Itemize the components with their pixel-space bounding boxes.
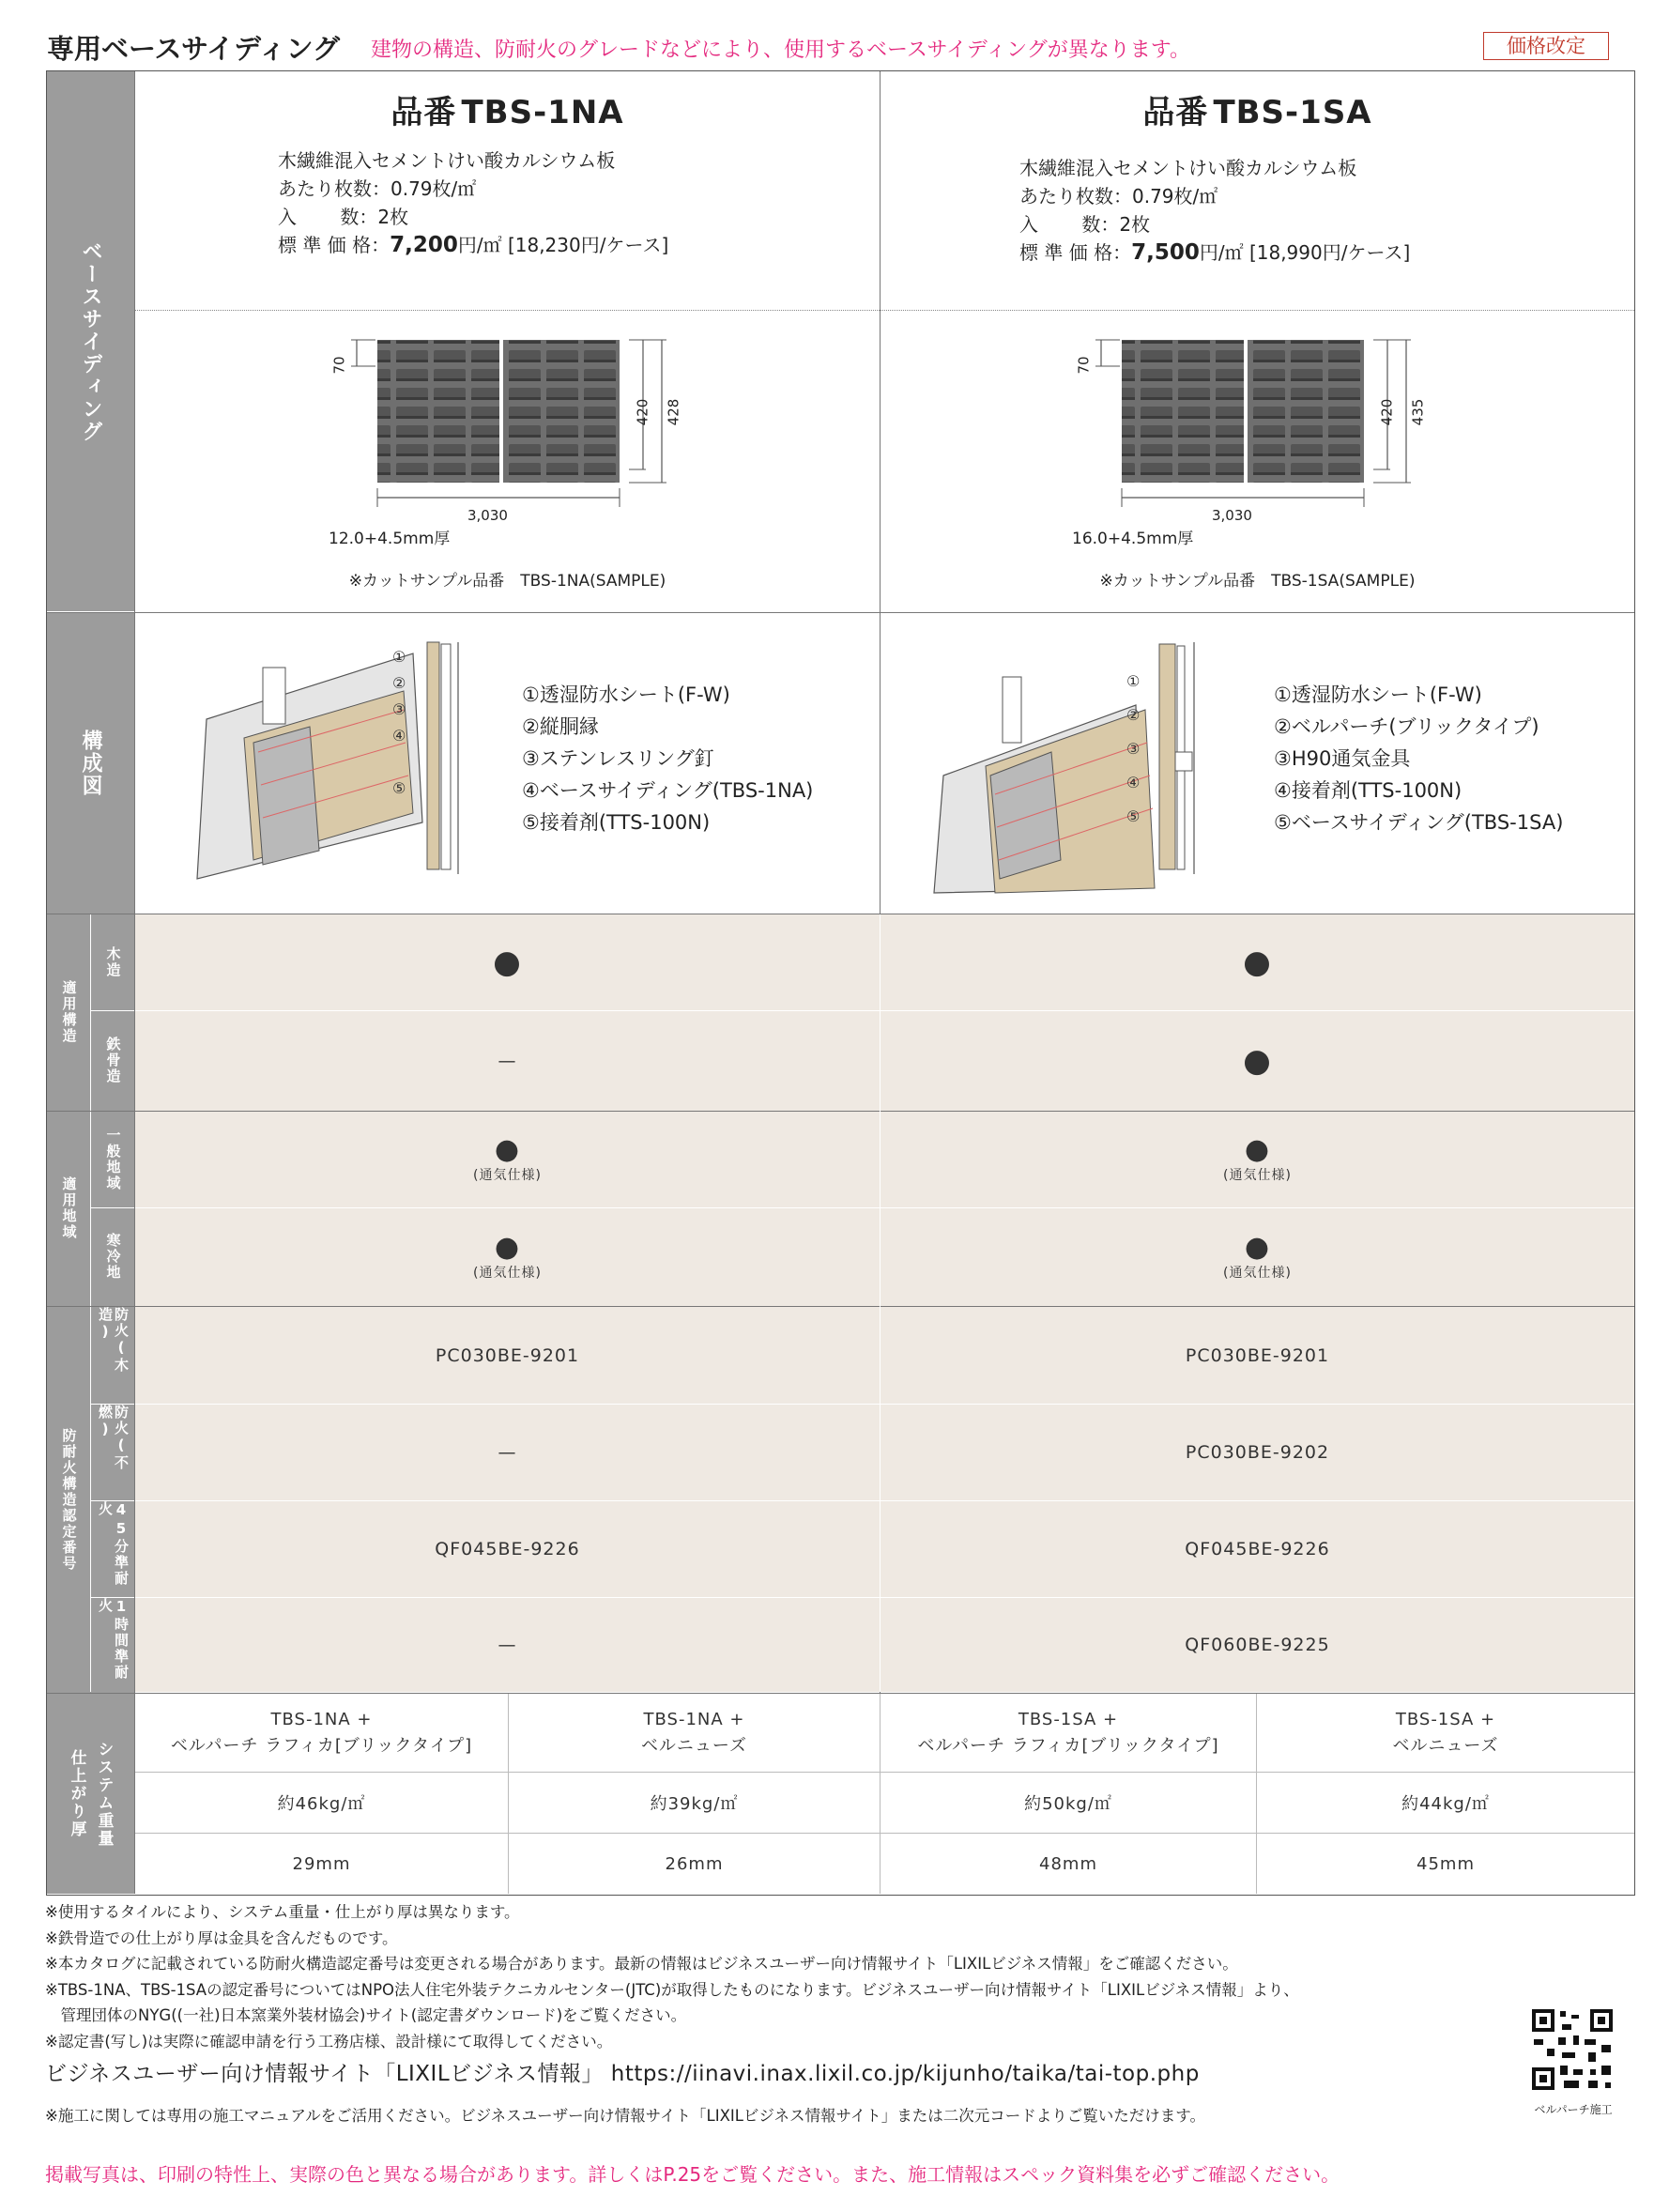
semi60-tbs1na: — [498, 1635, 517, 1655]
label-composition: 構成図 [47, 613, 134, 914]
site-link[interactable]: ビジネスユーザー向け情報サイト「LIXILビジネス情報」 https://iinavi.inax.lixil.co.jp/kijunho/taika/tai-top.php [45, 2062, 1200, 2086]
price-revision-badge: 価格改定 [1483, 32, 1609, 60]
general-tbs1na: ● (通気仕様) [473, 1133, 542, 1183]
dim-total-tbs1sa: 435 [1409, 398, 1427, 426]
label-cold: 寒冷地 [104, 1233, 122, 1281]
wood-tbs1na: ● [493, 944, 522, 981]
system-2-weight: 約39kg/㎡ [650, 1794, 739, 1814]
label-structure: 適用構造 [60, 980, 78, 1044]
system-2-name: TBS-1NA + ベルニューズ [640, 1709, 748, 1756]
callouts-tbs1na: ① ② ③ ④ ⑤ [392, 648, 406, 797]
label-general: 一般地域 [104, 1128, 122, 1191]
composition-diagram-tbs1sa [929, 635, 1230, 898]
label-region: 適用地域 [60, 1176, 78, 1240]
footer-note: 掲載写真は、印刷の特性上、実際の色と異なる場合があります。詳しくはP.25をご覧ください。また、施工情報はスペック資料集を必ずご確認ください。 [45, 2163, 1340, 2186]
system-1-thickness: 29mm [292, 1853, 351, 1874]
dim-width-tbs1na: 3,030 [467, 507, 508, 524]
system-4-name: TBS-1SA + ベルニューズ [1392, 1709, 1499, 1756]
general-tbs1sa: ● (通気仕様) [1223, 1133, 1292, 1183]
semi45-tbs1sa: QF045BE-9226 [1185, 1539, 1330, 1559]
label-fire-group: 防耐火構造認定番号 [60, 1427, 78, 1572]
label-base-siding: ベースサイディング [47, 71, 134, 611]
notes: ※使用するタイルにより、システム重量・仕上がり厚は異なります。 ※鉄骨造での仕上がり厚は金具を含んだものです。 ※本カタログに記載されている防耐火構造認定番号は変更される場合があります。最新の情報はビジネスユーザー向け情報サイト「LIXILビジネス情報」をご確認ください。 ※TBS-1NA、TBS-1SAの認定番号についてはNPO法人住宅外装テクニカルセンター(JTC)が取得したものになります。ビジネスユーザー向け情報サイト「LIXILビジネス情報」より、 管理団体のNYG((一社)日本窯業外装材協会)サイト(認定書ダウンロード)をご覧ください。 ※認定書(写し)は実際に確認申請を行う工務店様、設計様にて取得してください。 [45, 1903, 1299, 2051]
cold-tbs1sa: ● (通気仕様) [1223, 1231, 1292, 1281]
page-subtitle: 建物の構造、防耐火のグレードなどにより、使用するベースサイディングが異なります。 [371, 38, 1190, 62]
fire-noncomb-tbs1sa: PC030BE-9202 [1185, 1442, 1330, 1463]
fire-wood-tbs1na: PC030BE-9201 [435, 1344, 580, 1366]
product-spec-tbs1sa: 木繊維混入セメントけい酸カルシウム板 あたり枚数：0.79枚/㎡ 入 数：2枚 標 準 価 格：7,500円/㎡ [18,990円/ケース] [1019, 157, 1411, 265]
callouts-tbs1sa: ① ② ③ ④ ⑤ [1126, 672, 1141, 825]
steel-tbs1na: — [498, 1051, 517, 1071]
legend-tbs1sa: ①透湿防水シート(F-W) ②ベルパーチ(ブリックタイプ) ③H90通気金具 ④接着剤(TTS-100N) ⑤ベースサイディング(TBS-1SA) [1274, 684, 1564, 834]
qr-code-icon[interactable] [1530, 2007, 1615, 2092]
label-semi45: 45分準耐火 [97, 1501, 130, 1587]
composition-diagram-tbs1na [188, 635, 488, 888]
manual-note: ※施工に関しては専用の施工マニュアルをご活用ください。ビジネスユーザー向け情報サイト「LIXILビジネス情報サイト」または二次元コードよりご覧いただけます。 [45, 2107, 1205, 2125]
sample-tbs1sa: ※カットサンプル品番 TBS-1SA(SAMPLE) [1099, 572, 1416, 591]
thickness-tbs1na: 12.0+4.5mm厚 [329, 530, 451, 548]
label-fire-wood: 防火(木造) [97, 1307, 130, 1374]
system-3-name: TBS-1SA + ベルパーチ ラフィカ[ブリックタイプ] [917, 1709, 1219, 1756]
steel-tbs1sa: ● [1243, 1042, 1272, 1080]
panel-drawing-tbs1sa [1064, 329, 1439, 526]
fire-wood-tbs1sa: PC030BE-9201 [1185, 1344, 1330, 1366]
system-2-thickness: 26mm [665, 1853, 724, 1874]
label-steel: 鉄骨造 [104, 1037, 122, 1084]
fire-noncomb-tbs1na: — [498, 1442, 517, 1463]
system-1-name: TBS-1NA + ベルパーチ ラフィカ[ブリックタイプ] [170, 1709, 473, 1756]
label-system: 仕上がり厚 システム重量 [67, 1740, 114, 1848]
thickness-tbs1sa: 16.0+4.5mm厚 [1072, 530, 1194, 548]
semi60-tbs1sa: QF060BE-9225 [1185, 1635, 1330, 1655]
product-title-tbs1na: 品番 TBS-1NA [391, 94, 624, 131]
sample-tbs1na: ※カットサンプル品番 TBS-1NA(SAMPLE) [348, 572, 666, 591]
dim-width-tbs1sa: 3,030 [1212, 507, 1252, 524]
page-title: 専用ベースサイディング [47, 33, 341, 65]
dim-420-tbs1sa: 420 [1378, 398, 1396, 426]
cold-tbs1na: ● (通気仕様) [473, 1231, 542, 1281]
label-wood: 木造 [104, 946, 122, 978]
system-3-weight: 約50kg/㎡ [1024, 1794, 1112, 1814]
label-semi60: 1時間準耐火 [97, 1598, 130, 1681]
system-4-thickness: 45mm [1417, 1853, 1475, 1874]
system-3-thickness: 48mm [1039, 1853, 1097, 1874]
product-spec-tbs1na: 木繊維混入セメントけい酸カルシウム板 あたり枚数：0.79枚/㎡ 入 数：2枚 標 準 価 格：7,200円/㎡ [18,230円/ケース] [278, 149, 669, 257]
dim-70-tbs1na: 70 [330, 356, 348, 375]
system-1-weight: 約46kg/㎡ [277, 1794, 366, 1814]
product-title-tbs1sa: 品番 TBS-1SA [1142, 94, 1372, 131]
wood-tbs1sa: ● [1243, 944, 1272, 981]
panel-drawing-tbs1na [319, 329, 695, 526]
legend-tbs1na: ①透湿防水シート(F-W) ②縦胴縁 ③ステンレスリング釘 ④ベースサイディング(TBS-1NA) ⑤接着剤(TTS-100N) [522, 684, 814, 834]
dim-70-tbs1sa: 70 [1075, 356, 1093, 375]
dim-420-tbs1na: 420 [634, 398, 651, 426]
system-4-weight: 約44kg/㎡ [1401, 1794, 1490, 1814]
label-fire-noncomb: 防火(不燃) [97, 1405, 130, 1471]
qr-caption: ベルパーチ施工 [1534, 2103, 1613, 2116]
dim-total-tbs1na: 428 [665, 398, 682, 426]
semi45-tbs1na: QF045BE-9226 [435, 1539, 580, 1559]
